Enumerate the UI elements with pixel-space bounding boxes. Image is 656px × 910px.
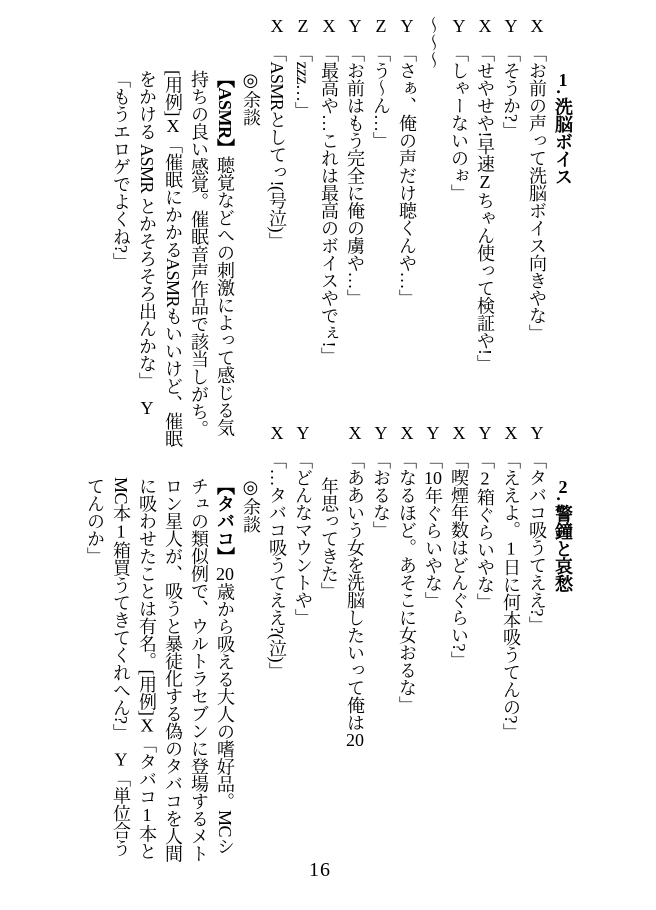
dialogue-line: X 「せやせや!早速Zちゃん使って検証や!」 — [475, 16, 495, 372]
upright-char: Y — [137, 398, 157, 418]
aside-body: 【タバコ】20歳から吸える大人の嗜好品。MCシチュの類似例で、ウルトラセブンに登場するメトロン星人が、吸うと暴徒化する偽のタバコを人間に吸わせたことは有名。[用例]X「タバコ1本とMC本1箱買うてきてくれへん?」 Y「単位合うてんのか」 — [85, 477, 235, 862]
dialogue-line: Y 「タバコ吸うてええ?」 — [527, 423, 547, 634]
dialogue-line: Y 「どんなマウントや」 — [293, 423, 313, 626]
speaker-label: Y — [449, 16, 469, 36]
tcy-number: 10 — [424, 468, 442, 487]
dialogue-line: Y 「しゃーないのぉ」 — [449, 16, 469, 202]
aside-marker: ◎余談 — [241, 477, 261, 533]
section-heading: 2. 警鐘と哀愁 — [553, 477, 573, 592]
dialogue-line: X 「なるほど。あそこに女おるな」 — [397, 423, 417, 714]
upright-char: 1 — [111, 521, 131, 542]
speaker-label: Y — [501, 16, 521, 36]
upright-char: X — [137, 715, 157, 735]
tcy-number: 20 — [346, 731, 364, 749]
speaker-label: Y — [527, 423, 547, 443]
speaker-label: Y — [371, 423, 391, 443]
dialogue-line: Y 「そうか?」 — [501, 16, 521, 139]
upright-char: 1 — [553, 70, 573, 90]
dialogue-line: Y 「さぁ、俺の声だけ聴くんや…」 — [397, 16, 417, 307]
speaker-label: X — [449, 423, 469, 443]
dialogue-line: Y 「2箱ぐらいやな」 — [475, 423, 495, 611]
speaker-label: X — [345, 423, 365, 443]
speaker-label: X — [475, 16, 495, 36]
tcy-number: 20 — [216, 564, 234, 583]
aside-term: 【ASMR】 — [215, 70, 235, 156]
dialogue-line: X 「…タバコ吸うてええ?(泣)」 — [267, 423, 287, 680]
aside-marker: ◎余談 — [241, 70, 261, 126]
aside-term: 【タバコ】 — [215, 477, 235, 565]
speaker-label: Y — [475, 423, 495, 443]
dialogue-line: X 「ああいう女を洗脳したいって俺は20年思ってきた」 — [319, 423, 365, 749]
speaker-label: Z — [371, 16, 391, 36]
speaker-label: Y — [397, 16, 417, 36]
dialogue-line: X 「喫煙年数はどんぐらい?」 — [449, 423, 469, 669]
upright-char: 1 — [137, 805, 157, 825]
upright-char: Z — [475, 172, 495, 192]
speaker-label: Y — [293, 423, 313, 443]
speaker-label: Y — [423, 423, 443, 443]
dialogue-line: 〜〜〜 — [423, 16, 443, 69]
dialogue-line: X 「ASMRとしてっ!(号泣)」 — [267, 16, 287, 250]
section-warning-and-sorrow — [82, 423, 576, 863]
dialogue-line: Z 「う〜ん…」 — [371, 16, 391, 149]
dialogue-line: Z 「zzz…」 — [293, 16, 313, 119]
dialogue-line: X 「お前の声って洗脳ボイス向きやな」 — [527, 16, 547, 342]
upright-char: X — [163, 116, 183, 136]
dialogue-line: Y 「お前はもう完全に俺の虜や…」 — [345, 16, 365, 307]
section-brainwash-voice — [108, 16, 576, 452]
dialogue-line: Y 「10年ぐらいやな」 — [423, 423, 443, 609]
dialogue-line: X 「ええよ。1日に何本吸うてんの?」 — [501, 423, 521, 741]
speaker-label: X — [397, 423, 417, 443]
speaker-label: X — [319, 16, 339, 36]
dialogue-line: X 「最高や…これは最高のボイスやでぇ!」 — [319, 16, 339, 365]
upright-char: 2 — [475, 468, 495, 488]
upright-char: 1 — [501, 538, 521, 558]
dialogue-line: Y 「おるな」 — [371, 423, 391, 539]
speaker-label: X — [527, 16, 547, 36]
speaker-label: X — [267, 423, 287, 443]
speaker-label: X — [267, 16, 287, 36]
speaker-label: Y — [345, 16, 365, 36]
upright-char: 2 — [553, 477, 573, 497]
speaker-label: Z — [293, 16, 313, 36]
speaker-label: X — [501, 423, 521, 443]
upright-char: Y — [111, 749, 131, 770]
aside-body: 【ASMR】聴覚などへの刺激によって感じる気持ちの良い感覚。催眠音声作品で該当しがち。[用例]X「催眠にかかるASMRもいいけど、催眠をかける ASMR とかそろそろ出んかな」 Y「もうエロゲでよくね?」 — [111, 70, 235, 448]
section-heading: 1. 洗脳ボイス — [553, 70, 573, 185]
page-number: 16 — [309, 859, 331, 881]
